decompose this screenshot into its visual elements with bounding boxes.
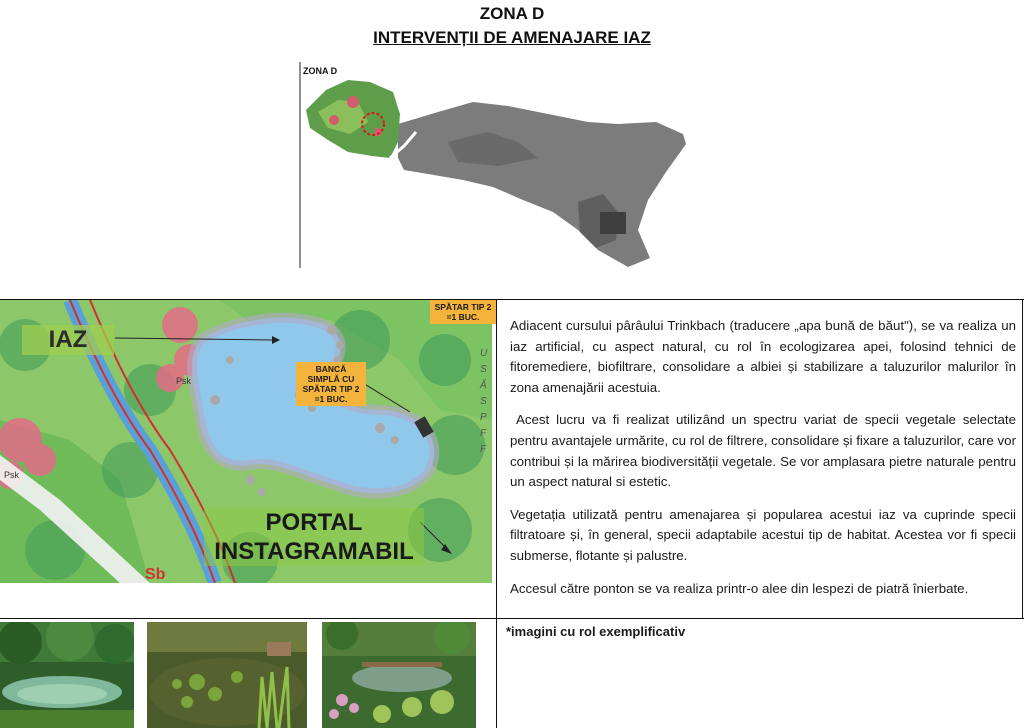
example-photo — [147, 622, 307, 728]
psk-label: Psk — [176, 376, 192, 386]
legend-letter: U — [480, 348, 488, 359]
iaz-label: IAZ — [22, 325, 114, 355]
legend-letter: F — [480, 444, 487, 455]
page-subtitle: INTERVENȚII DE AMENAJARE IAZ — [373, 28, 651, 47]
portal-label: PORTAL INSTAGRAMABIL — [204, 508, 424, 566]
spatar-tag: SPĂTAR TIP 2 =1 BUC. — [430, 300, 496, 324]
key-map — [298, 62, 688, 290]
frame-line-right — [1022, 299, 1023, 619]
zone-title: ZONA D — [479, 4, 545, 23]
bench-tag: BANCĂ SIMPLĂ CU SPĂTAR TIP 2 =1 BUC. — [296, 362, 366, 406]
description-paragraph: Acest lucru va fi realizat utilizând un spectru variat de specii vegetale selectate pentru avantajele urmărite, cu rol de filtrere, consolidare și fixare a taluzurilor, care vor contribui și la mărirea biodiversității vegetale. Se vor amplasara pietre naturale pentru un aspect natural si estetic. — [510, 412, 1016, 490]
description-paragraph: Accesul către ponton se va realiza printr-o alee din lespezi de piatră înierbate. — [510, 580, 969, 596]
example-photo — [322, 622, 476, 728]
example-photo — [0, 622, 134, 728]
sb-label: Sb — [145, 566, 166, 583]
legend-letter: F — [480, 428, 487, 439]
frame-line-vertical — [496, 299, 497, 728]
frame-line-middle — [0, 618, 1024, 619]
legend-letter: S — [480, 396, 487, 407]
psk-label: Psk — [4, 470, 20, 480]
example-images-note: *imagini cu rol exemplificativ — [506, 624, 686, 639]
legend-letter: P — [480, 412, 487, 423]
legend-letter: Ă — [480, 380, 487, 391]
description-paragraph: Adiacent cursului pârâului Trinkbach (traducere „apa bună de băut"), se va realiza un iaz artificial, cu aspect natural, cu rol în ecologizarea apei, folosind tehnici de fitoremediere, biofiltrare, consolidare a albiei și stabilizare a taluzurilor malurilor în zona amenajării acestuia. — [510, 318, 1016, 395]
key-map-label: ZONA D — [303, 66, 338, 76]
park-area-gray — [398, 102, 686, 267]
description-text — [510, 316, 1016, 611]
legend-letter: S — [480, 364, 487, 375]
description-paragraph: Vegetația utilizată pentru amenajarea și popularea acestui iaz va cuprinde specii filtratoare și, în general, specii adaptabile acestui tip de habitat. Acestea vor fi specii submerse, flotante și palustre. — [510, 506, 1016, 563]
